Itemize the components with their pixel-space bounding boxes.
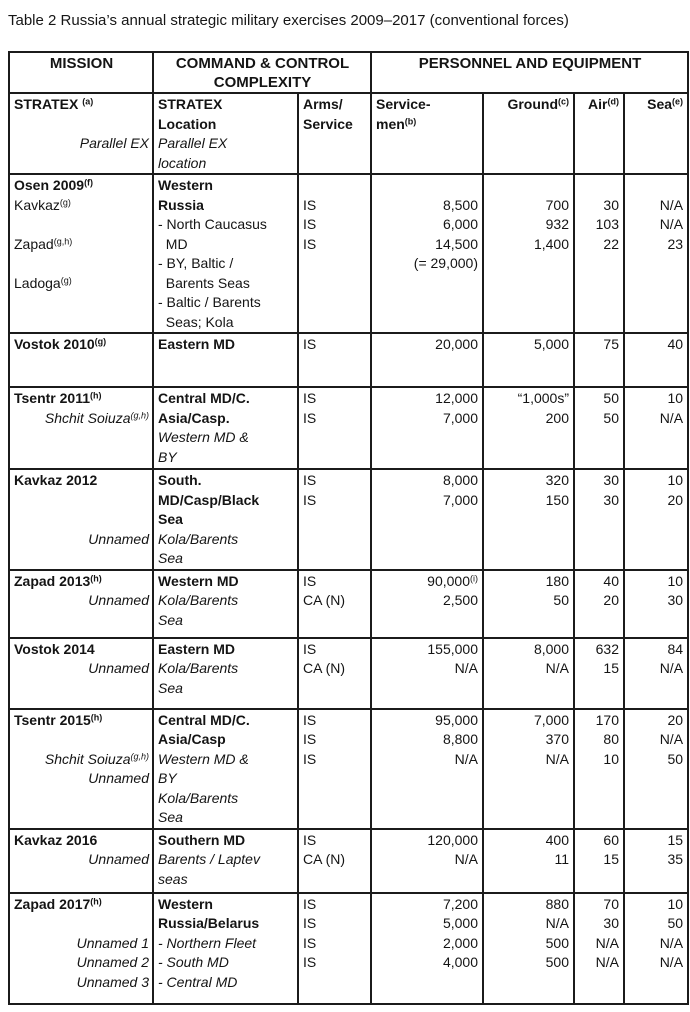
text-line: Kavkaz$^{(g)}$: [14, 196, 71, 213]
text-line: [579, 176, 619, 196]
cell-zapad-2017-location: [153, 893, 298, 1004]
cell-kavkaz-2012-ground: [483, 469, 574, 570]
cell-vostok-2010-ground: [483, 333, 574, 387]
text-line: MD: [158, 235, 188, 252]
cell-osen-2009-air: [574, 174, 624, 333]
text-line: Western MD &: [158, 429, 249, 445]
text-line: - South MD: [158, 954, 229, 970]
cell-kavkaz-2016-ground: [483, 829, 574, 893]
cell-vostok-2010-location: [153, 333, 298, 387]
text-line: 7,200: [442, 895, 478, 912]
cell-osen-2009-servicemen: [371, 174, 483, 333]
cell-tsentr-2011-air: [574, 387, 624, 469]
text-line: 20,000: [435, 336, 478, 352]
text-line: IS: [303, 409, 317, 426]
cell-tsentr-2011-arms: [298, 387, 371, 469]
cell-column-headers-servicemen: [371, 93, 483, 174]
text-line: - BY, Baltic /: [158, 255, 234, 271]
footnote-marker: (g,h): [53, 236, 73, 246]
text-line: 84: [667, 640, 684, 657]
text-line: [14, 491, 149, 511]
text-line: men$^{(b)}$: [376, 115, 417, 132]
text-line: 50: [603, 409, 619, 426]
text-line: Kola/Barents: [158, 592, 239, 608]
text-line: Kola/Barents: [158, 789, 239, 806]
footnote-marker: (g): [94, 336, 107, 347]
footnote-marker: (g,h): [130, 751, 149, 761]
row-kavkaz-2016: [9, 829, 688, 893]
text-line: IS: [303, 915, 317, 931]
text-line: Sea: [158, 809, 183, 825]
text-line: BY: [158, 770, 177, 786]
cell-tsentr-2011-servicemen: [371, 387, 483, 469]
text-line: 170: [595, 711, 619, 728]
text-line: N/A: [545, 750, 569, 767]
text-line: [376, 176, 478, 196]
text-line: N/A: [454, 750, 478, 767]
text-line: N/A: [659, 954, 684, 970]
text-line: IS: [303, 831, 317, 848]
footnote-marker: (i): [470, 573, 478, 583]
text-line: Asia/Casp.: [158, 409, 230, 426]
text-line: Tsentr 2015$^{(h)}$: [14, 711, 103, 728]
table-header: [9, 52, 688, 174]
cell-tsentr-2015-arms: [298, 709, 371, 829]
text-line: 95,000: [435, 711, 478, 728]
cell-zapad-2017-ground: [483, 893, 574, 1004]
text-line: 103: [595, 216, 619, 232]
text-line: Shchit Soiuza$^{(g,h)}$: [44, 409, 149, 426]
text-line: 5,000: [533, 336, 569, 352]
cell-tsentr-2011-ground: [483, 387, 574, 469]
text-line: 8,000: [533, 640, 569, 657]
text-line: Osen 2009$^{(f)}$: [14, 177, 94, 193]
row-vostok-2014: [9, 638, 688, 709]
text-line: 4,000: [442, 954, 478, 970]
row-kavkaz-2012: [9, 469, 688, 570]
cell-vostok-2014-mission: [9, 638, 153, 709]
cell-kavkaz-2016-sea: [624, 829, 688, 893]
column-group-personnel-and-equipment: PERSONNEL AND EQUIPMENT: [371, 52, 688, 93]
text-line: CA (N): [303, 592, 345, 608]
row-zapad-2017: [9, 893, 688, 1004]
text-line: 8,500: [442, 196, 478, 213]
cell-vostok-2010-mission: [9, 333, 153, 387]
text-line: Service: [303, 115, 353, 132]
text-line: 50: [667, 915, 684, 931]
text-line: 20: [603, 592, 619, 608]
footnote-marker: (g,h): [130, 410, 149, 420]
text-line: 30: [603, 491, 619, 508]
text-line: Service-: [376, 96, 431, 112]
text-line: IS: [303, 472, 317, 488]
text-line: N/A: [545, 915, 569, 931]
text-line: 320: [545, 472, 569, 488]
cell-zapad-2013-servicemen: [371, 570, 483, 638]
text-line: MD/Casp/Black: [158, 491, 260, 508]
text-line: IS: [303, 572, 317, 589]
text-line: Eastern MD: [158, 640, 236, 657]
text-line: Asia/Casp: [158, 731, 226, 747]
footnote-marker: (g): [60, 275, 72, 285]
text-line: Unnamed: [88, 592, 149, 608]
cell-tsentr-2015-sea: [624, 709, 688, 829]
text-line: location: [158, 154, 207, 171]
text-line: N/A: [595, 934, 619, 951]
text-line: “1,000s”: [517, 390, 569, 406]
cell-vostok-2014-air: [574, 638, 624, 709]
text-line: Sea$^{(e)}$: [647, 96, 684, 112]
text-line: [488, 176, 569, 196]
text-line: 200: [545, 409, 569, 426]
text-line: [629, 176, 683, 196]
text-line: 50: [667, 750, 684, 767]
text-line: Unnamed: [88, 530, 149, 547]
row-zapad-2013: [9, 570, 688, 638]
text-line: N/A: [659, 660, 684, 676]
text-line: CA (N): [303, 851, 345, 867]
cell-vostok-2014-servicemen: [371, 638, 483, 709]
text-line: 10: [667, 390, 684, 406]
text-line: IS: [303, 731, 317, 747]
cell-kavkaz-2012-sea: [624, 469, 688, 570]
cell-osen-2009-location: [153, 174, 298, 333]
cell-tsentr-2011-sea: [624, 387, 688, 469]
cell-tsentr-2011-mission: [9, 387, 153, 469]
text-line: 700: [545, 196, 569, 213]
cell-osen-2009-mission: [9, 174, 153, 333]
text-line: Unnamed 2: [76, 954, 149, 970]
cell-vostok-2010-servicemen: [371, 333, 483, 387]
cell-kavkaz-2016-mission: [9, 829, 153, 893]
text-line: Kola/Barents: [158, 660, 239, 676]
text-line: 1,400: [533, 235, 569, 252]
text-line: 150: [545, 491, 569, 508]
text-line: [14, 115, 149, 135]
cell-vostok-2014-location: [153, 638, 298, 709]
text-line: Kavkaz 2016: [14, 831, 98, 848]
cell-tsentr-2015-location: [153, 709, 298, 829]
text-line: BY: [158, 448, 177, 465]
text-line: Kavkaz 2012: [14, 472, 98, 488]
text-line: 120,000: [427, 831, 478, 848]
text-line: seas: [158, 870, 188, 887]
text-line: 10: [667, 472, 684, 488]
text-line: 80: [603, 731, 619, 747]
text-line: N/A: [454, 660, 478, 676]
text-line: 22: [603, 235, 619, 252]
text-line: Western: [158, 895, 213, 912]
text-line: IS: [303, 895, 317, 912]
text-line: Barents / Laptev: [158, 851, 260, 867]
text-line: Unnamed 3: [76, 973, 149, 990]
exercises-table: [8, 51, 689, 1005]
text-line: 11: [554, 851, 569, 867]
text-line: Zapad 2017$^{(h)}$: [14, 895, 102, 912]
cell-kavkaz-2016-air: [574, 829, 624, 893]
text-line: (= 29,000): [413, 255, 478, 271]
footnote-marker: (g): [59, 197, 71, 207]
text-line: 8,800: [442, 731, 478, 747]
cell-vostok-2010-arms: [298, 333, 371, 387]
text-line: 12,000: [435, 390, 478, 406]
text-line: IS: [303, 640, 317, 657]
cell-zapad-2017-arms: [298, 893, 371, 1004]
text-line: Seas; Kola: [158, 313, 234, 330]
text-line: 60: [603, 831, 619, 848]
text-line: 10: [603, 750, 619, 767]
text-line: 23: [667, 235, 684, 252]
cell-tsentr-2011-location: [153, 387, 298, 469]
text-line: Sea: [158, 679, 183, 696]
text-line: Southern MD: [158, 831, 246, 848]
text-line: - Northern Fleet: [158, 934, 257, 951]
text-line: 7,000: [442, 409, 478, 426]
text-line: 500: [545, 954, 569, 970]
cell-osen-2009-ground: [483, 174, 574, 333]
text-line: IS: [303, 196, 317, 213]
cell-kavkaz-2012-mission: [9, 469, 153, 570]
text-line: Sea: [158, 511, 183, 527]
cell-kavkaz-2012-servicemen: [371, 469, 483, 570]
text-line: Unnamed: [88, 851, 149, 867]
cell-column-headers-ground: [483, 93, 574, 174]
footnote-marker: (e): [672, 96, 684, 107]
text-line: 20: [667, 491, 684, 508]
row-osen-2009: [9, 174, 688, 333]
footnote-marker: (d): [607, 96, 619, 107]
cell-zapad-2017-servicemen: [371, 893, 483, 1004]
text-line: 2,000: [442, 934, 478, 951]
text-line: 5,000: [442, 915, 478, 931]
text-line: IS: [303, 491, 317, 508]
text-line: 400: [545, 831, 569, 848]
cell-column-headers-arms: [298, 93, 371, 174]
text-line: 50: [553, 592, 569, 608]
text-line: 70: [603, 895, 619, 912]
cell-zapad-2013-ground: [483, 570, 574, 638]
text-line: 40: [603, 572, 619, 589]
cell-kavkaz-2012-air: [574, 469, 624, 570]
text-line: 30: [603, 196, 619, 213]
text-line: Russia/Belarus: [158, 915, 260, 931]
cell-vostok-2014-arms: [298, 638, 371, 709]
text-line: 10: [667, 572, 684, 589]
text-line: 15: [667, 831, 684, 848]
text-line: Western: [158, 177, 213, 193]
text-line: 50: [603, 390, 619, 406]
text-line: N/A: [659, 196, 684, 213]
text-line: 40: [667, 336, 684, 352]
row-vostok-2010: [9, 333, 688, 387]
text-line: STRATEX $^{(a)}$: [14, 96, 94, 112]
text-line: IS: [303, 336, 317, 352]
text-line: Western MD: [158, 572, 239, 589]
cell-column-headers-mission: [9, 93, 153, 174]
footnote-marker: (f): [84, 177, 94, 188]
text-line: STRATEX: [158, 96, 223, 112]
cell-zapad-2013-location: [153, 570, 298, 638]
text-line: Zapad 2013$^{(h)}$: [14, 572, 102, 589]
column-group-command-control-complexity: COMMAND & CONTROL COMPLEXITY: [153, 52, 371, 93]
footnote-marker: (b): [404, 116, 417, 126]
text-line: IS: [303, 711, 317, 728]
text-line: Vostok 2010$^{(g)}$: [14, 336, 107, 352]
text-line: Shchit Soiuza$^{(g,h)}$: [44, 750, 149, 767]
row-tsentr-2011: [9, 387, 688, 469]
text-line: [14, 914, 149, 934]
text-line: 15: [603, 851, 619, 867]
text-line: N/A: [545, 660, 569, 676]
text-line: 90,000$^{(i)}$: [427, 572, 478, 589]
footnote-marker: (a): [82, 96, 94, 107]
text-line: N/A: [595, 954, 619, 970]
cell-osen-2009-sea: [624, 174, 688, 333]
text-line: [14, 254, 149, 274]
cell-tsentr-2015-servicemen: [371, 709, 483, 829]
cell-kavkaz-2016-servicemen: [371, 829, 483, 893]
text-line: 370: [545, 731, 569, 747]
text-line: 15: [603, 660, 619, 676]
text-line: Unnamed: [88, 770, 149, 786]
cell-vostok-2014-sea: [624, 638, 688, 709]
text-line: 7,000: [442, 491, 478, 508]
cell-zapad-2013-air: [574, 570, 624, 638]
text-line: Russia: [158, 196, 204, 213]
text-line: Western MD &: [158, 750, 249, 767]
text-line: 8,000: [442, 472, 478, 488]
text-line: N/A: [659, 409, 684, 426]
cell-vostok-2014-ground: [483, 638, 574, 709]
text-line: 632: [595, 640, 619, 657]
text-line: - Central MD: [158, 973, 238, 990]
text-line: Sea: [158, 611, 183, 628]
text-line: Zapad$^{(g,h)}$: [14, 235, 73, 252]
text-line: Central MD/C.: [158, 711, 250, 728]
text-line: 10: [667, 895, 684, 912]
text-line: IS: [303, 235, 317, 252]
cell-tsentr-2015-air: [574, 709, 624, 829]
cell-zapad-2017-sea: [624, 893, 688, 1004]
cell-zapad-2013-mission: [9, 570, 153, 638]
cell-column-headers-air: [574, 93, 624, 174]
cell-zapad-2017-mission: [9, 893, 153, 1004]
text-line: 155,000: [427, 640, 478, 657]
row-column-groups: [9, 52, 688, 93]
cell-column-headers-location: [153, 93, 298, 174]
cell-vostok-2010-sea: [624, 333, 688, 387]
text-line: N/A: [659, 216, 684, 232]
text-line: Parallel EX: [158, 135, 228, 151]
text-line: 500: [545, 934, 569, 951]
text-line: - North Caucasus: [158, 216, 267, 232]
text-line: Kola/Barents: [158, 530, 239, 547]
text-line: [14, 510, 149, 530]
cell-column-headers-sea: [624, 93, 688, 174]
row-tsentr-2015: [9, 709, 688, 829]
text-line: Tsentr 2011$^{(h)}$: [14, 390, 102, 406]
text-line: 880: [545, 895, 569, 912]
cell-tsentr-2015-mission: [9, 709, 153, 829]
text-line: Ground$^{(c)}$: [507, 96, 569, 112]
text-line: 7,000: [533, 711, 569, 728]
text-line: Vostok 2014: [14, 640, 95, 657]
text-line: 2,500: [442, 592, 478, 608]
footnote-marker: (c): [558, 96, 569, 107]
cell-vostok-2010-air: [574, 333, 624, 387]
text-line: Ladoga$^{(g)}$: [14, 274, 72, 291]
text-line: IS: [303, 934, 317, 951]
text-line: [14, 730, 149, 750]
text-line: Barents Seas: [158, 274, 250, 291]
text-line: Unnamed: [88, 660, 149, 676]
text-line: Eastern MD: [158, 336, 236, 352]
footnote-marker: (h): [90, 573, 102, 583]
cell-osen-2009-arms: [298, 174, 371, 333]
text-line: N/A: [454, 851, 478, 867]
text-line: 932: [545, 216, 569, 232]
text-line: 180: [545, 572, 569, 589]
text-line: 14,500: [435, 235, 478, 252]
text-line: 35: [667, 851, 684, 867]
cell-zapad-2013-sea: [624, 570, 688, 638]
table-body: [9, 174, 688, 1004]
text-line: Air$^{(d)}$: [588, 96, 619, 112]
column-group-mission: MISSION: [9, 52, 153, 93]
cell-kavkaz-2016-arms: [298, 829, 371, 893]
cell-zapad-2013-arms: [298, 570, 371, 638]
text-line: 75: [603, 336, 619, 352]
text-line: CA (N): [303, 660, 345, 676]
table-caption: Table 2 Russia’s annual strategic military exercises 2009–2017 (conventional forces): [8, 12, 569, 29]
text-line: 30: [603, 915, 619, 931]
text-line: Unnamed 1: [76, 934, 149, 951]
text-line: [14, 215, 149, 235]
text-line: IS: [303, 954, 317, 970]
text-line: N/A: [659, 731, 684, 747]
cell-kavkaz-2012-location: [153, 469, 298, 570]
text-line: 30: [603, 472, 619, 488]
footnote-marker: (h): [90, 896, 102, 906]
text-line: 20: [667, 711, 684, 728]
cell-zapad-2017-air: [574, 893, 624, 1004]
footnote-marker: (h): [90, 390, 102, 401]
text-line: Location: [158, 115, 217, 132]
text-line: IS: [303, 750, 317, 767]
text-line: 30: [667, 592, 684, 608]
cell-kavkaz-2016-location: [153, 829, 298, 893]
text-line: 6,000: [442, 216, 478, 232]
cell-tsentr-2015-ground: [483, 709, 574, 829]
text-line: Sea: [158, 550, 183, 566]
text-line: Central MD/C.: [158, 390, 250, 406]
row-column-headers: [9, 93, 688, 174]
text-line: IS: [303, 216, 317, 232]
text-line: - Baltic / Barents: [158, 294, 261, 310]
footnote-marker: (h): [90, 712, 103, 722]
cell-kavkaz-2012-arms: [298, 469, 371, 570]
text-line: Parallel EX: [79, 135, 149, 151]
text-line: N/A: [659, 934, 684, 951]
text-line: Arms/: [303, 96, 343, 112]
text-line: South.: [158, 472, 202, 488]
text-line: [303, 176, 367, 196]
text-line: IS: [303, 390, 317, 406]
